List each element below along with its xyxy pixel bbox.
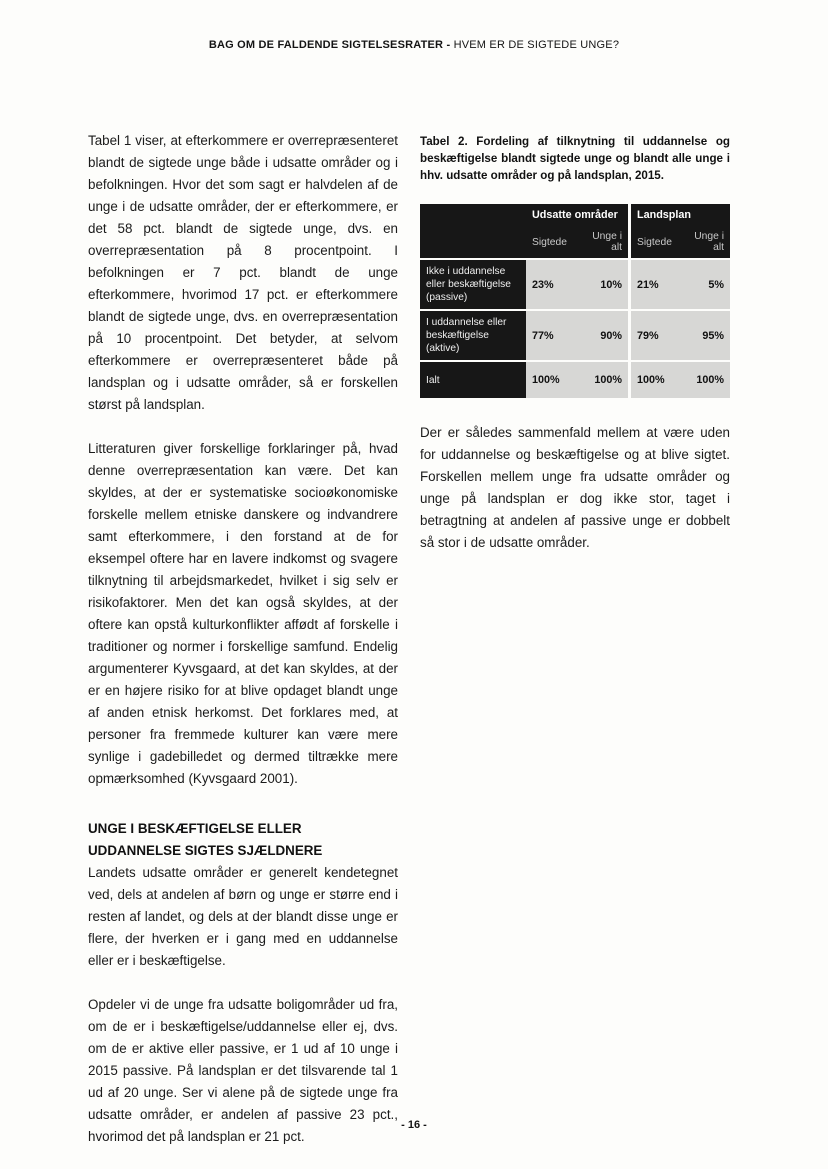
left-column	[88, 130, 398, 1169]
table-row	[420, 258, 730, 309]
table-row	[420, 360, 730, 398]
table-cell: 21%	[628, 258, 679, 309]
table-cell: 10%	[577, 258, 628, 309]
table-corner-cell	[420, 204, 526, 226]
subheader-sigtede: Sigtede	[526, 226, 577, 258]
table-cell: 5%	[679, 258, 730, 309]
table-row	[420, 309, 730, 360]
table-caption: Tabel 2. Fordeling af tilknytning til uddannelse og beskæftigelse blandt sigtede unge og blandt alle unge i hhv. udsatte områder og på landsplan, 2015.	[420, 135, 730, 182]
page-header	[0, 39, 828, 51]
body-paragraph: Opdeler vi de unge fra udsatte boligområder ud fra, om de er i beskæftigelse/uddannelse eller ej, dvs. om de er aktive eller passive, er 1 ud af 10 unge i 2015 passive. På landsplan er det tilsvarende tal 1 ud af 20 unge. Ser vi alene på de sigtede unge fra udsatte områder, er andelen af passive 23 pct., hvorimod det på landsplan er 21 pct.	[88, 997, 398, 1144]
content-columns	[88, 130, 730, 1169]
header-title-bold: BAG OM DE FALDENDE SIGTELSESRATER -	[208, 39, 451, 51]
header-title-regular: HVEM ER DE SIGTEDE UNGE?	[453, 39, 620, 51]
section-heading: UNGE I BESKÆFTIGELSE ELLER UDDANNELSE SIGTES SJÆLDNERE	[88, 821, 323, 858]
table-cell: 23%	[526, 258, 577, 309]
body-paragraph: Tabel 1 viser, at efterkommere er overrepræsenteret blandt de sigtede unge både i udsatte områder og i befolkningen. Hvor det som sagt er halvdelen af de unge i de udsatte områder, der er efterkommere, er det 58 pct. blandt de sigtede unge, dvs. en overrepræsentation på 8 procentpoint. I befolkningen er 7 pct. blandt de unge efterkommere, hvorimod 17 pct. er efterkommere blandt de sigtede unge, dvs. en overrepræsentation på 10 procentpoint. Det betyder, at selvom efterkommere er overrepræsenteret både på landsplan og i udsatte områder, så er forskellen størst på landsplan.	[88, 133, 398, 412]
table-cell: 100%	[577, 360, 628, 398]
body-paragraph: Der er således sammenfald mellem at være uden for uddannelse og beskæftigelse og at blive sigtet. Forskellen mellem unge fra udsatte områder og unge på landsplan er dog ikke stor, taget i betragtning at andelen af passive unge er dobbelt så stor i de udsatte områder.	[420, 425, 730, 550]
body-paragraph: Litteraturen giver forskellige forklaringer på, hvad denne overrepræsentation kan være. Det kan skyldes, at der er systematiske socioøkonomiske forskelle mellem etniske danskere og indvandrere samt efterkommere, i den forstand at de for eksempel oftere har en lavere indkomst og svagere tilknytning til arbejdsmarkedet, hvilket i sig selv er risikofaktorer. Men det kan også skyldes, at der oftere kan opstå kulturkonflikter affødt af forskelle i traditioner og normer i forskellige samfund. Endelig argumenterer Kyvsgaard, at det kan skyldes, at der er en højere risiko for at blive opdaget blandt unge af anden etnisk herkomst. Det forklares med, at personer fra fremmede kulturer kan være mere synlige i gadebilledet og dermed tiltrække mere opmærksomhed (Kyvsgaard 2001).	[88, 441, 398, 786]
row-label: Ialt	[420, 360, 526, 398]
subheader-unge-i-alt: Unge i alt	[577, 226, 628, 258]
table-cell: 90%	[577, 309, 628, 360]
row-label: Ikke i uddannelse eller beskæftigelse (passive)	[420, 258, 526, 309]
table-cell: 100%	[679, 360, 730, 398]
table-cell: 95%	[679, 309, 730, 360]
column-group-landsplan: Landsplan	[628, 204, 730, 226]
table-corner-cell	[420, 226, 526, 258]
subheader-unge-i-alt: Unge i alt	[679, 226, 730, 258]
column-group-udsatte-omrader: Udsatte områder	[526, 204, 628, 226]
table-cell: 100%	[628, 360, 679, 398]
table-cell: 100%	[526, 360, 577, 398]
right-column	[420, 130, 730, 1169]
table-subheader-row	[420, 226, 730, 258]
body-paragraph: Landets udsatte områder er generelt kendetegnet ved, dels at andelen af børn og unge er større end i resten af landet, og dels at der blandt disse unge er flere, der hverken er i gang med en uddannelse eller er i beskæftigelse.	[88, 865, 398, 968]
page-number: - 16 -	[401, 1119, 427, 1131]
subheader-sigtede: Sigtede	[628, 226, 679, 258]
row-label: I uddannelse eller beskæftigelse (aktive)	[420, 309, 526, 360]
table-cell: 79%	[628, 309, 679, 360]
table-2	[420, 204, 730, 398]
table-group-header-row	[420, 204, 730, 226]
table-cell: 77%	[526, 309, 577, 360]
